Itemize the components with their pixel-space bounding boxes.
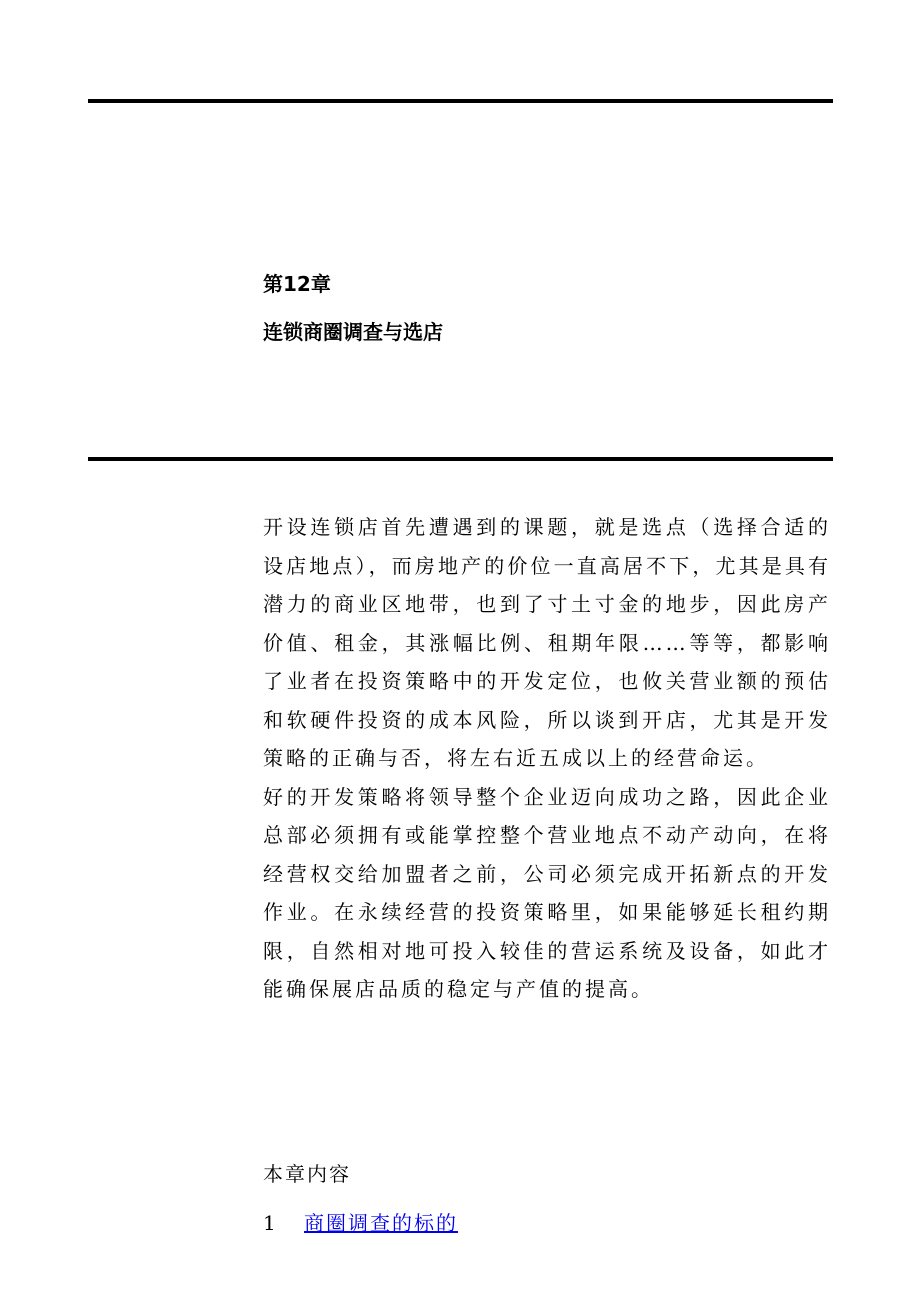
chapter-intro <box>263 508 831 1009</box>
intro-paragraph-2: 好的开发策略将领导整个企业迈向成功之路，因此企业总部必须拥有或能掌控整个营业地点不动产动向，在将经营权交给加盟者之前，公司必须完成开拓新点的开发作业。在永续经营的投资策略里，如果能够延长租约期限，自然相对地可投入较佳的营运系统及设备，如此才能确保展店品质的稳定与产值的提高。 <box>263 784 831 1001</box>
top-divider <box>88 99 833 103</box>
middle-divider <box>88 457 833 461</box>
toc-item-number: 1 <box>263 1211 276 1235</box>
chapter-title: 连锁商圈调查与选店 <box>263 320 443 344</box>
toc-link-trade-area-survey-targets[interactable]: 商圈调查的标的 <box>304 1211 458 1235</box>
intro-paragraph-1: 开设连锁店首先遭遇到的课题，就是选点（选择合适的设店地点），而房地产的价位一直高居不下，尤其是具有潜力的商业区地带，也到了寸土寸金的地步，因此房产价值、租金，其涨幅比例、租期年限……等等，都影响了业者在投资策略中的开发定位，也攸关营业额的预估和软硬件投资的成本风险，所以谈到开店，尤其是开发策略的正确与否，将左右近五成以上的经营命运。 <box>263 515 831 770</box>
toc-item <box>263 1208 458 1238</box>
chapter-number: 第12章 <box>263 272 331 296</box>
contents-heading: 本章内容 <box>263 1162 351 1186</box>
